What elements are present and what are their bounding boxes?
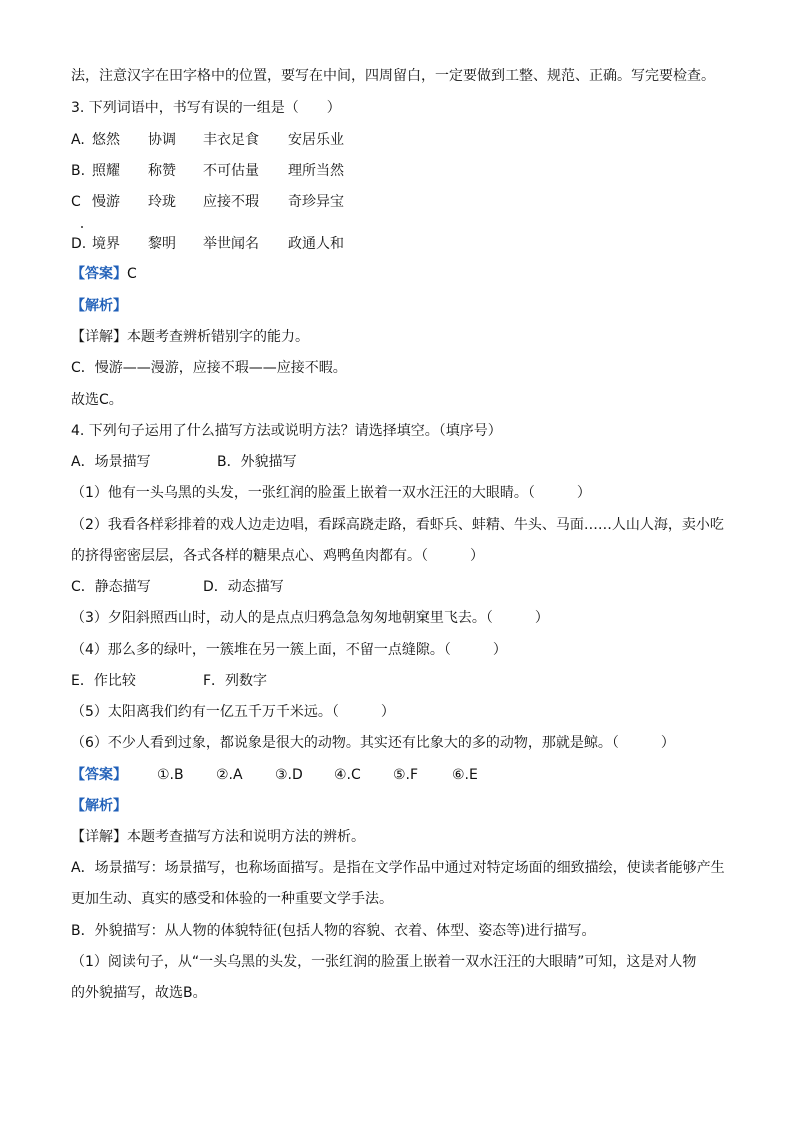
detail-text: 本题考查描写方法和说明方法的辨析。 bbox=[127, 829, 365, 845]
answer-item: ④.C bbox=[334, 767, 361, 783]
analysis-tag: 【解析】 bbox=[71, 298, 127, 314]
reasoning-1b: 的外貌描写，故选B。 bbox=[71, 985, 207, 1001]
option-a-row bbox=[71, 130, 391, 150]
sentence-4: （4）那么多的绿叶，一簇堆在另一簇上面，不留一点缝隙。（ ） bbox=[71, 642, 507, 658]
answer-item: ⑤.F bbox=[393, 767, 419, 783]
option-word: 丰衣足食 bbox=[203, 132, 259, 148]
choice-row-ef bbox=[71, 671, 371, 691]
sentence-3: （3）夕阳斜照西山时，动人的是点点归鸦急急匆匆地朝窠里飞去。（ ） bbox=[71, 610, 549, 626]
answer-item: ③.D bbox=[275, 767, 303, 783]
answer-line-2 bbox=[71, 765, 511, 785]
option-word: 慢游 bbox=[92, 194, 120, 210]
choice-c: C．静态描写 bbox=[71, 579, 151, 595]
sentence-1: （1）他有一头乌黑的头发，一张红润的脸蛋上嵌着一双水汪汪的大眼睛。（ ） bbox=[71, 485, 591, 501]
choice-a: A．场景描写 bbox=[71, 454, 151, 470]
definition-a-2: 更加生动、真实的感受和体验的一种重要文学手法。 bbox=[71, 891, 393, 907]
conclusion-line: 故选C。 bbox=[71, 392, 123, 408]
answer-value: C bbox=[127, 266, 137, 282]
option-word: 黎明 bbox=[148, 236, 176, 252]
option-word: 政通人和 bbox=[288, 236, 344, 252]
option-b-row bbox=[71, 161, 391, 181]
option-word: 奇珍异宝 bbox=[288, 194, 344, 210]
option-word: 举世闻名 bbox=[203, 236, 259, 252]
option-label: B. bbox=[71, 163, 86, 179]
answer-item: ⑥.E bbox=[452, 767, 478, 783]
option-word: 境界 bbox=[92, 236, 120, 252]
question-4: 4. 下列句子运用了什么描写方法或说明方法？请选择填空。（填序号） bbox=[71, 423, 502, 439]
choice-b: B．外貌描写 bbox=[217, 454, 297, 470]
option-word: 不可估量 bbox=[203, 163, 259, 179]
answer-line bbox=[71, 264, 137, 284]
definition-a-1: A．场景描写：场景描写，也称场面描写。是指在文学作品中通过对特定场面的细致描绘，使读者能够产生 bbox=[71, 860, 725, 876]
choice-row-ab bbox=[71, 452, 371, 472]
detail-line bbox=[71, 827, 365, 847]
answer-tag: 【答案】 bbox=[71, 767, 127, 783]
sentence-5: （5）太阳离我们约有一亿五千万千米远。（ ） bbox=[71, 704, 395, 720]
option-word: 照耀 bbox=[92, 163, 120, 179]
reasoning-1a: （1）阅读句子，从“一头乌黑的头发，一张红润的脸蛋上嵌着一双水汪汪的大眼睛”可知，这是对人物 bbox=[71, 954, 697, 970]
choice-row-cd bbox=[71, 577, 371, 597]
definition-b: B．外貌描写：从人物的体貌特征(包括人物的容貌、衣着、体型、姿态等)进行描写。 bbox=[71, 923, 596, 939]
choice-d: D．动态描写 bbox=[203, 579, 284, 595]
question-3: 3. 下列词语中，书写有误的一组是（ ） bbox=[71, 100, 341, 116]
option-word: 安居乐业 bbox=[288, 132, 344, 148]
detail-text: 本题考查辨析错别字的能力。 bbox=[127, 329, 309, 345]
option-d-row bbox=[71, 234, 391, 254]
option-label: C bbox=[71, 194, 81, 210]
choice-e: E．作比较 bbox=[71, 673, 136, 689]
choice-f: F．列数字 bbox=[203, 673, 268, 689]
detail-tag: 【详解】 bbox=[71, 829, 127, 845]
option-word: 玲珑 bbox=[148, 194, 176, 210]
option-word: 称赞 bbox=[148, 163, 176, 179]
sentence-2b: 的挤得密密层层，各式各样的糖果点心、鸡鸭鱼肉都有。（ ） bbox=[71, 548, 484, 564]
stray-dot bbox=[81, 226, 83, 228]
option-word: 悠然 bbox=[92, 132, 120, 148]
sentence-2a: （2）我看各样彩排着的戏人边走边唱，看踩高跷走路，看虾兵、蚌精、牛头、马面……人山人海，卖小吃 bbox=[71, 517, 724, 533]
option-word: 理所当然 bbox=[288, 163, 344, 179]
answer-item: ①.B bbox=[157, 767, 184, 783]
option-c-row bbox=[71, 192, 391, 212]
sentence-6: （6）不少人看到过象，都说象是很大的动物。其实还有比象大的多的动物，那就是鲸。（ ） bbox=[71, 735, 675, 751]
answer-item: ②.A bbox=[216, 767, 243, 783]
option-label: D. bbox=[71, 236, 87, 252]
option-label: A. bbox=[71, 132, 85, 148]
analysis-tag: 【解析】 bbox=[71, 798, 127, 814]
paragraph-line: 法，注意汉字在田字格中的位置，要写在中间，四周留白，一定要做到工整、规范、正确。写完要检查。 bbox=[71, 68, 715, 84]
option-word: 协调 bbox=[148, 132, 176, 148]
detail-tag: 【详解】 bbox=[71, 329, 127, 345]
option-word: 应接不瑕 bbox=[203, 194, 259, 210]
detail-line bbox=[71, 327, 309, 347]
explanation-line: C．慢游——漫游，应接不瑕——应接不暇。 bbox=[71, 360, 347, 376]
answer-tag: 【答案】 bbox=[71, 266, 127, 282]
